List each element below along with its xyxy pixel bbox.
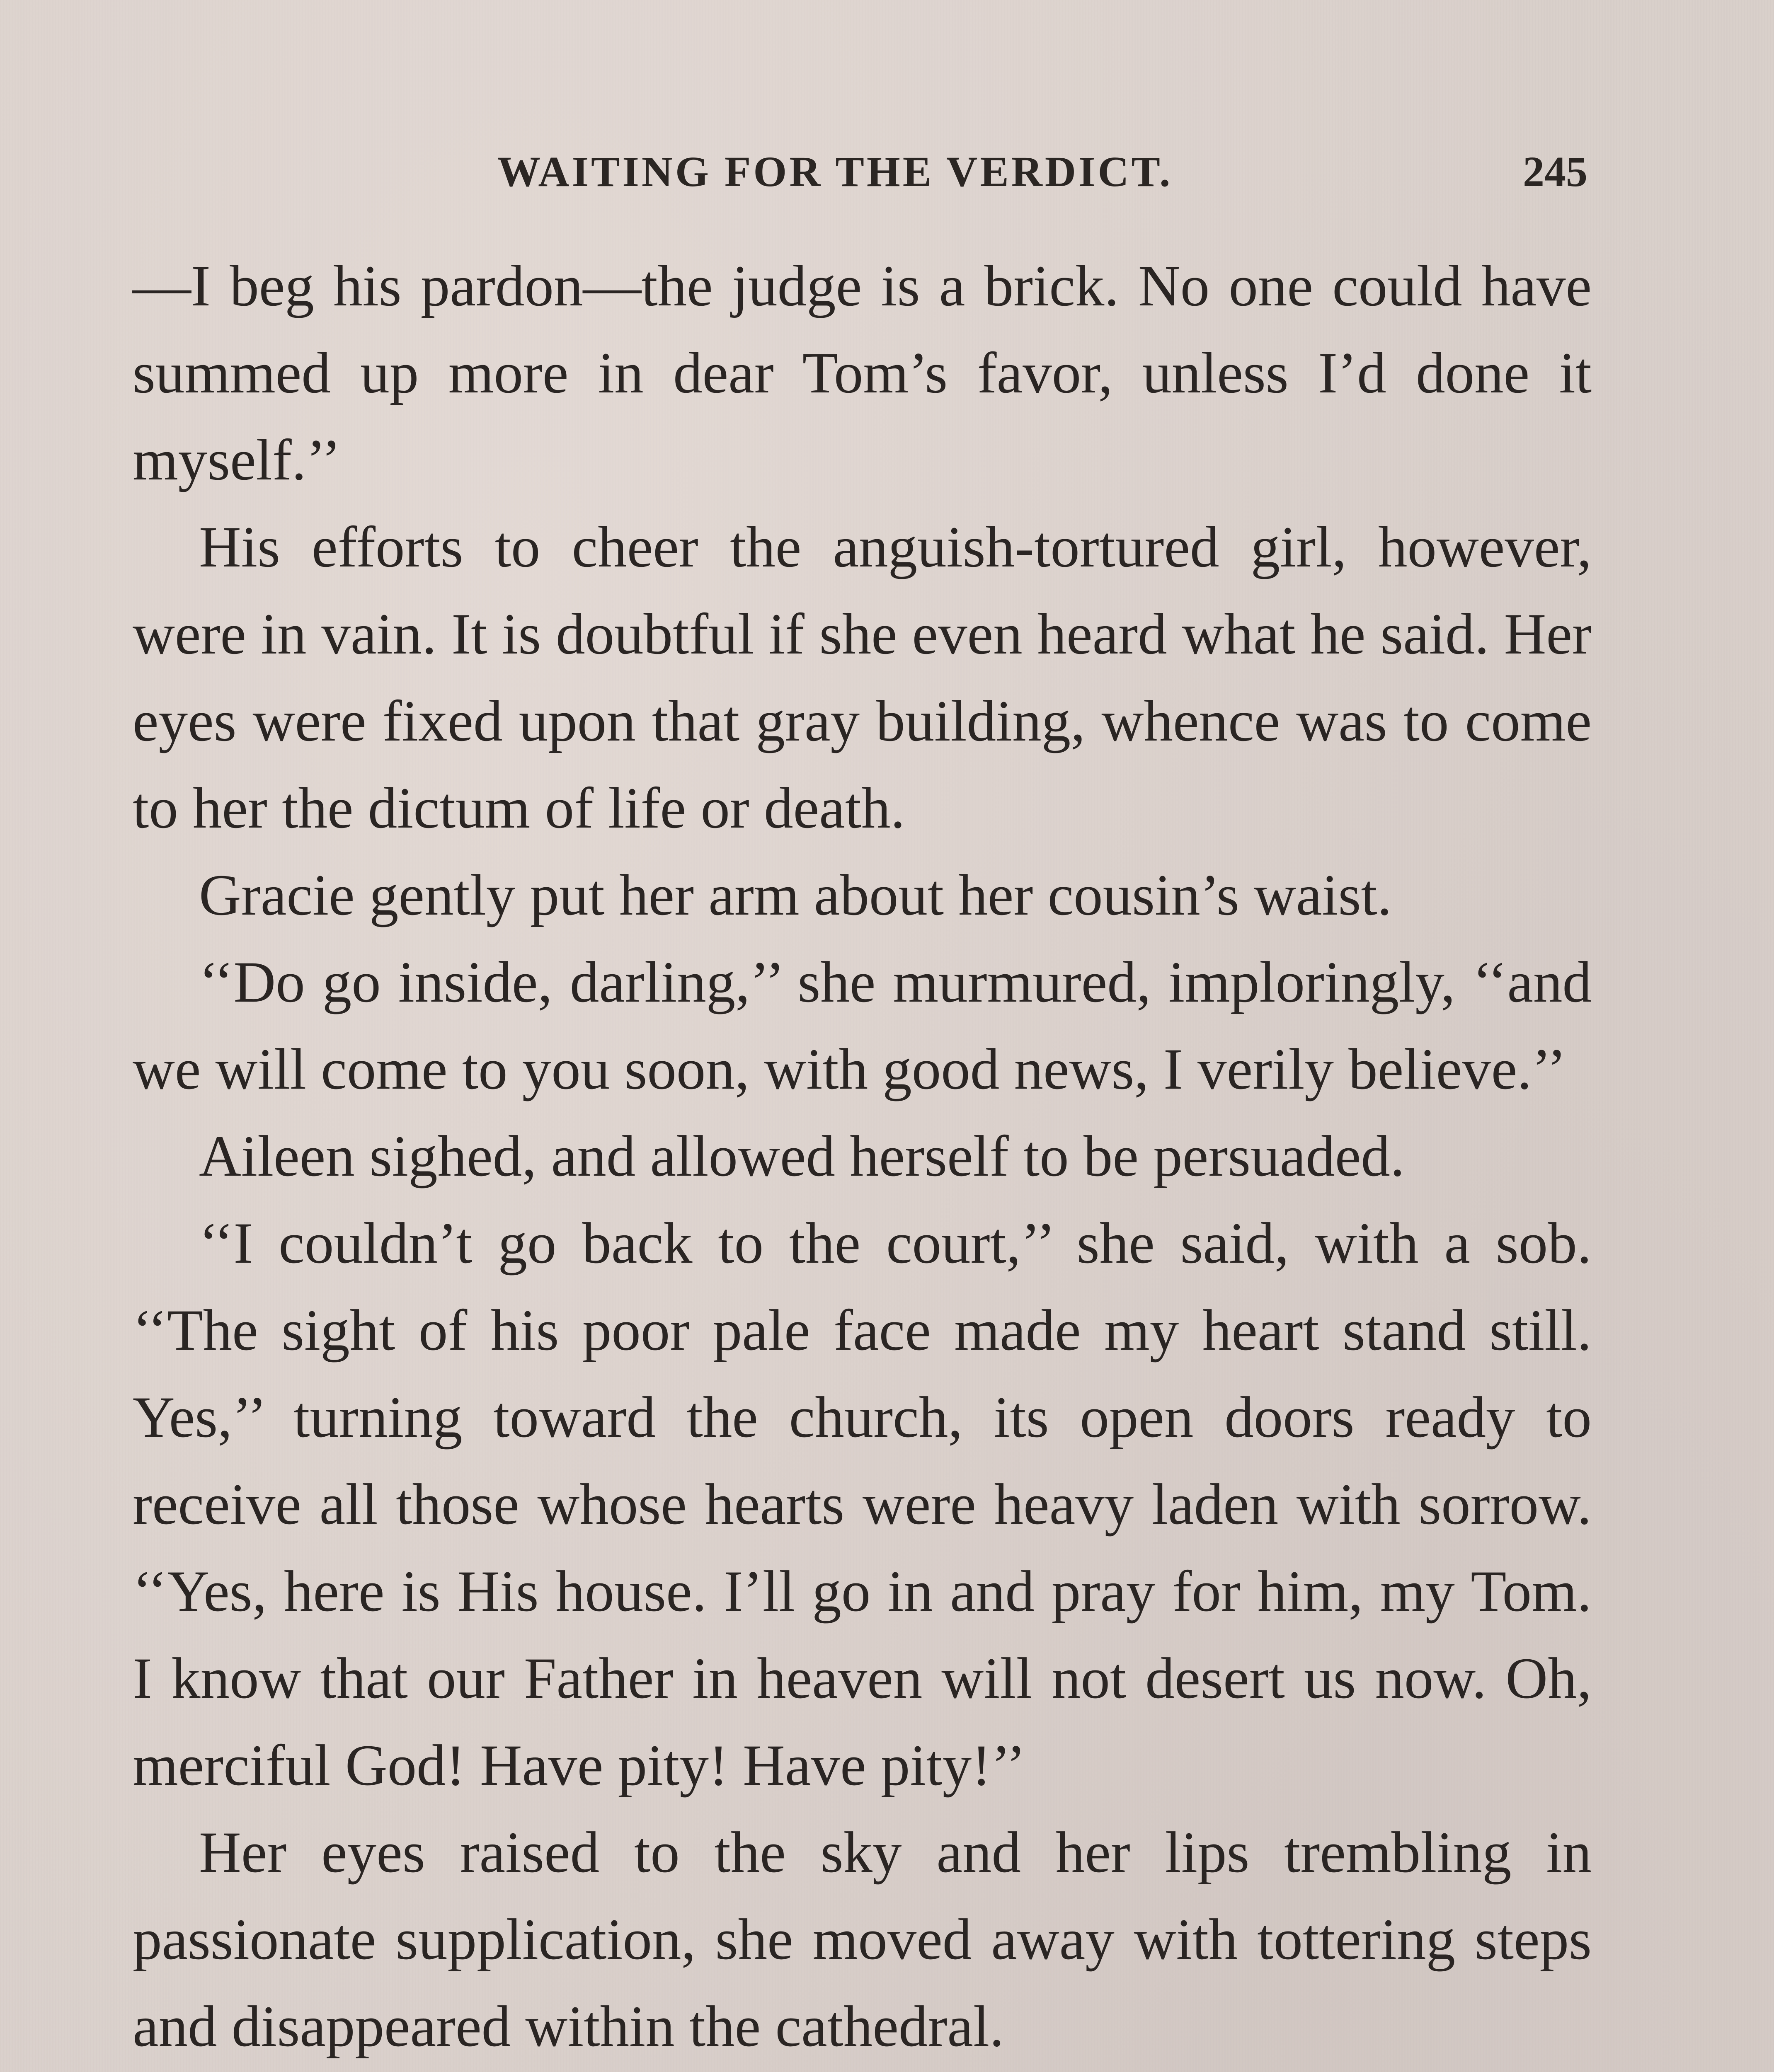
page-number: 245 xyxy=(1523,148,1587,196)
paragraph: Gracie gently put her arm about her cousin’s waist. xyxy=(199,863,1392,927)
paragraph xyxy=(133,2070,1592,2072)
paragraph: Her eyes raised to the sky and her lips trembling in passionate supplication, she moved away with tottering steps and disappeared within the cathedral. xyxy=(133,1820,1592,2059)
running-head xyxy=(133,147,1587,209)
paragraph: —I beg his pardon—the judge is a brick. No one could have summed up more in dear Tom’s favor, unless I’d done it myself.’’ xyxy=(133,254,1592,492)
paragraph: Aileen sighed, and allowed herself to be persuaded. xyxy=(199,1124,1405,1188)
paragraph: ‘‘Do go inside, darling,’’ she murmured, imploringly, ‘‘and we will come to you soon, with good news, I verily believe.’’ xyxy=(133,950,1592,1101)
body-text xyxy=(133,242,1592,2072)
running-title: WAITING FOR THE VERDICT. xyxy=(497,148,1173,196)
paragraph: ‘‘I couldn’t go back to the court,’’ she said, with a sob. ‘‘The sight of his poor pale face made my heart stand still. Yes,’’ turning toward the church, its open doors ready to receive all those whose hearts were heavy laden with sorrow. ‘‘Yes, here is His house. I’ll go in and pray for him, my Tom. I know that our Father in heaven will not desert us now. Oh, merciful God! Have pity! Have pity!’’ xyxy=(133,1211,1592,1798)
paragraph: His efforts to cheer the anguish-tortured girl, however, were in vain. It is doubtful if she even heard what he said. Her eyes were fixed upon that gray building, whence was to come to her the dictum of life or death. xyxy=(133,515,1592,840)
